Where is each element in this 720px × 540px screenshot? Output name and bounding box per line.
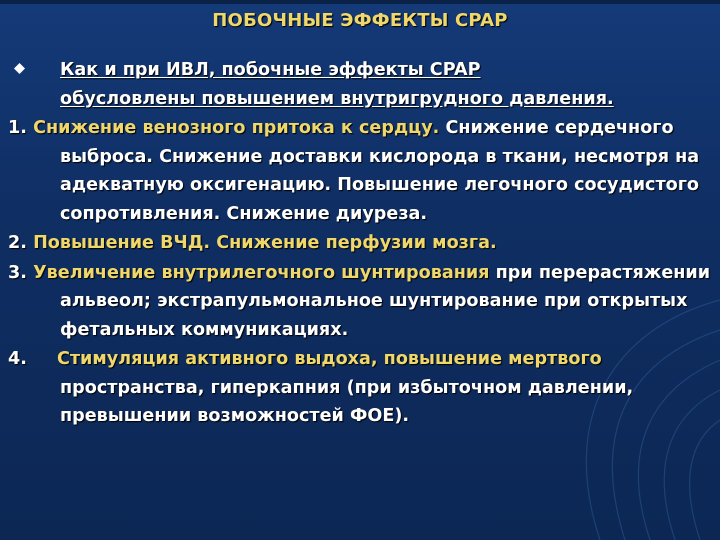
list-item-2 [8, 229, 718, 258]
list-item-3 [8, 259, 718, 345]
intro-paragraph [8, 56, 718, 113]
item-number: 2. [8, 233, 27, 253]
slide-title: ПОБОЧНЫЕ ЭФФЕКТЫ CPAP [212, 10, 508, 31]
diamond-bullet-icon [14, 63, 25, 74]
item-text: пространства, гиперкапния (при избыточном давлении, превышении возможностей ФОЕ). [60, 377, 634, 426]
item-number: 4. [8, 349, 27, 369]
item-highlight: Повышение ВЧД. Снижение перфузии мозга. [33, 233, 497, 253]
item-highlight: Снижение венозного притока к сердцу. [33, 118, 440, 138]
item-text: Снижение сердечного выброса. Снижение доставки кислорода в ткани, несмотря на адекватную оксигенацию. Повышение легочного сосудистого сопротивления. Снижение диуреза. [60, 118, 700, 224]
item-highlight: Увеличение внутрилегочного шунтирования [33, 262, 490, 283]
intro-line-2: обусловлены повышением внутригрудного давления. [60, 88, 614, 109]
list-item-1 [8, 114, 718, 228]
item-text: при перерастяжении альвеол; экстрапульмональное шунтирование при открытых фетальных коммуникациях. [60, 262, 711, 340]
intro-line-1: Как и при ИВЛ, побочные эффекты CPAP [60, 60, 481, 80]
item-highlight: Стимуляция активного выдоха, повышение мертвого [56, 349, 602, 369]
item-number: 3. [8, 262, 27, 283]
slide-content [8, 56, 718, 432]
item-number: 1. [8, 118, 27, 138]
list-item-4 [8, 345, 718, 431]
